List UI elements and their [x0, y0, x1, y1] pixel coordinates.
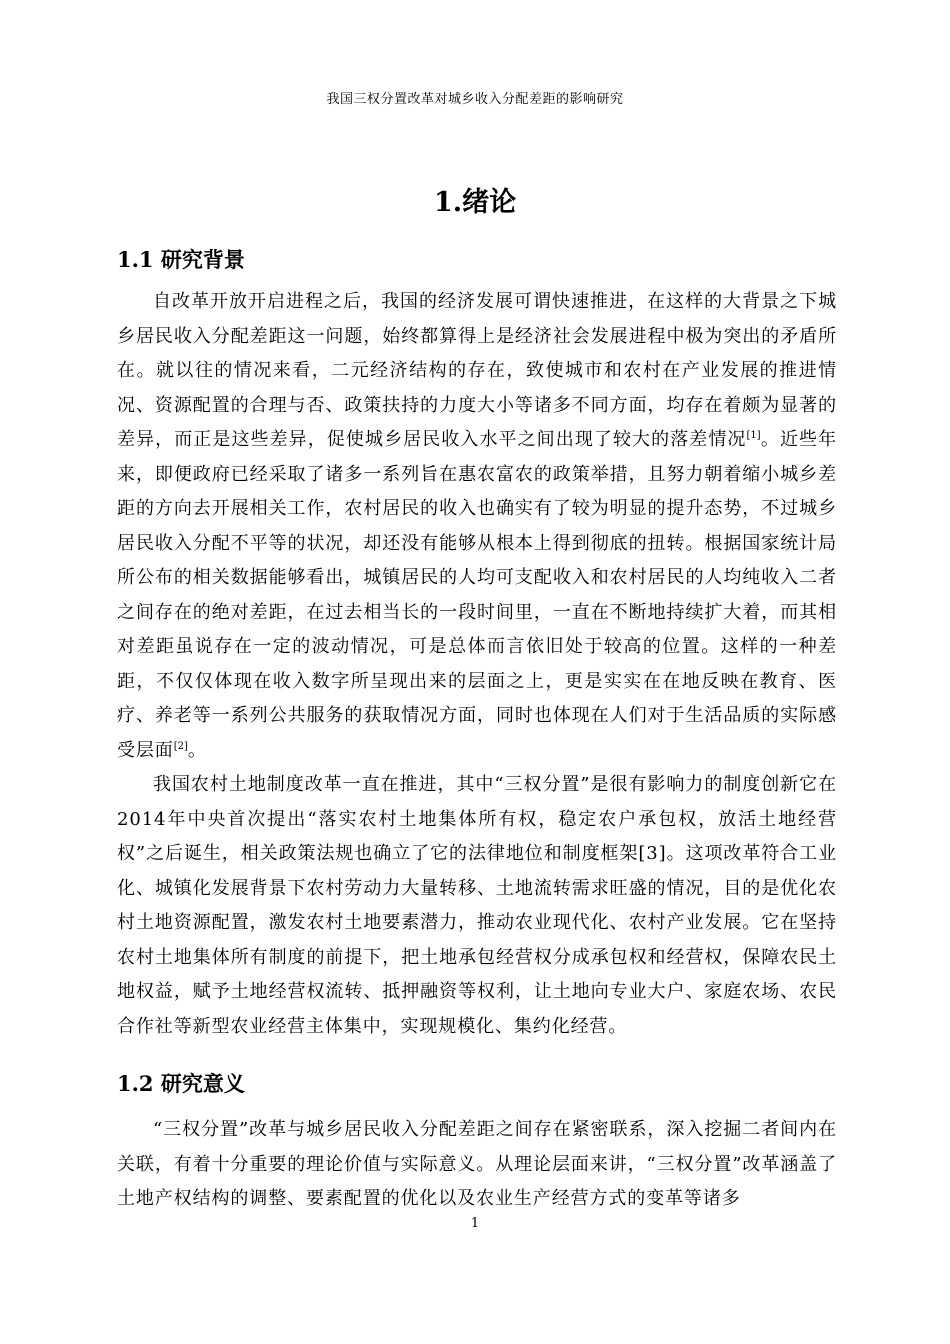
section-heading: 1.2 研究意义 — [117, 1071, 245, 1096]
body-paragraph: 我国农村土地制度改革一直在推进，其中“三权分置”是很有影响力的制度创新它在2014年中央首次提出“落实农村土地集体所有权，稳定农户承包权，放活土地经营权”之后诞生，相关政策法规也确立了它的法律地位和制度框架[3]。这项改革符合工业化、城镇化发展背景下农村劳动力大量转移、土地流转需求旺盛的情况，目的是优化农村土地资源配置，激发农村土地要素潜力，推动农业现代化、农村产业发展。它在坚持农村土地集体所有制度的前提下，把土地承包经营权分成承包权和经营权，保障农民土地权益，赋予土地经营权流转、抵押融资等权利，让土地向专业大户、家庭农场、农民合作社等新型农业经营主体集中，实现规模化、集约化经营。 — [117, 774, 837, 1037]
body-paragraph: “三权分置”改革与城乡居民收入分配差距之间存在紧密联系，深入挖掘二者间内在关联，有着十分重要的理论价值与实际意义。从理论层面来讲，“三权分置”改革涵盖了土地产权结构的调整、要素配置的优化以及农业生产经营方式的变革等诸多 — [117, 1119, 837, 1209]
body-paragraph — [117, 285, 837, 768]
paragraph-text: 。 — [187, 739, 207, 761]
section-heading: 1.1 研究背景 — [117, 247, 245, 272]
paragraph-text: 。近些年来，即便政府已经采取了诸多一系列旨在惠农富农的政策举措，且努力朝着缩小城乡差距的方向去开展相关工作，农村居民的收入也确实有了较为明显的提升态势，不过城乡居民收入分配不平等的状况，却还没有能够从根本上得到彻底的扭转。根据国家统计局所公布的相关数据能够看出，城镇居民的人均可支配收入和农村居民的人均纯收入二者之间存在的绝对差距，在过去相当长的一段时间里，一直在不断地持续扩大着，而其相对差距虽说存在一定的波动情况，可是总体而言依旧处于较高的位置。这样的一种差距，不仅仅体现在收入数字所呈现出来的层面之上，更是实实在在地反映在教育、医疗、养老等一系列公共服务的获取情况方面，同时也体现在人们对于生活品质的实际感受层面 — [117, 429, 837, 761]
running-header: 我国三权分置改革对城乡收入分配差距的影响研究 — [326, 92, 624, 107]
section-research-significance — [117, 1069, 837, 1217]
citation-marker: [1] — [746, 430, 761, 441]
page-number: 1 — [470, 1216, 480, 1231]
paragraph-text: 自改革开放开启进程之后，我国的经济发展可谓快速推进，在这样的大背景之下城乡居民收入分配差距这一问题，始终都算得上是经济社会发展进程中极为突出的矛盾所在。就以往的情况来看，二元经济结构的存在，致使城市和农村在产业发展的推进情况、资源配置的合理与否、政策扶持的力度大小等诸多不同方面，均存在着颇为显著的差异，而正是这些差异，促使城乡居民收入水平之间出现了较大的落差情况 — [117, 291, 837, 450]
citation-marker: [2] — [173, 740, 188, 752]
chapter-title: 1.绪论 — [433, 187, 517, 218]
section-research-background — [117, 245, 837, 1044]
